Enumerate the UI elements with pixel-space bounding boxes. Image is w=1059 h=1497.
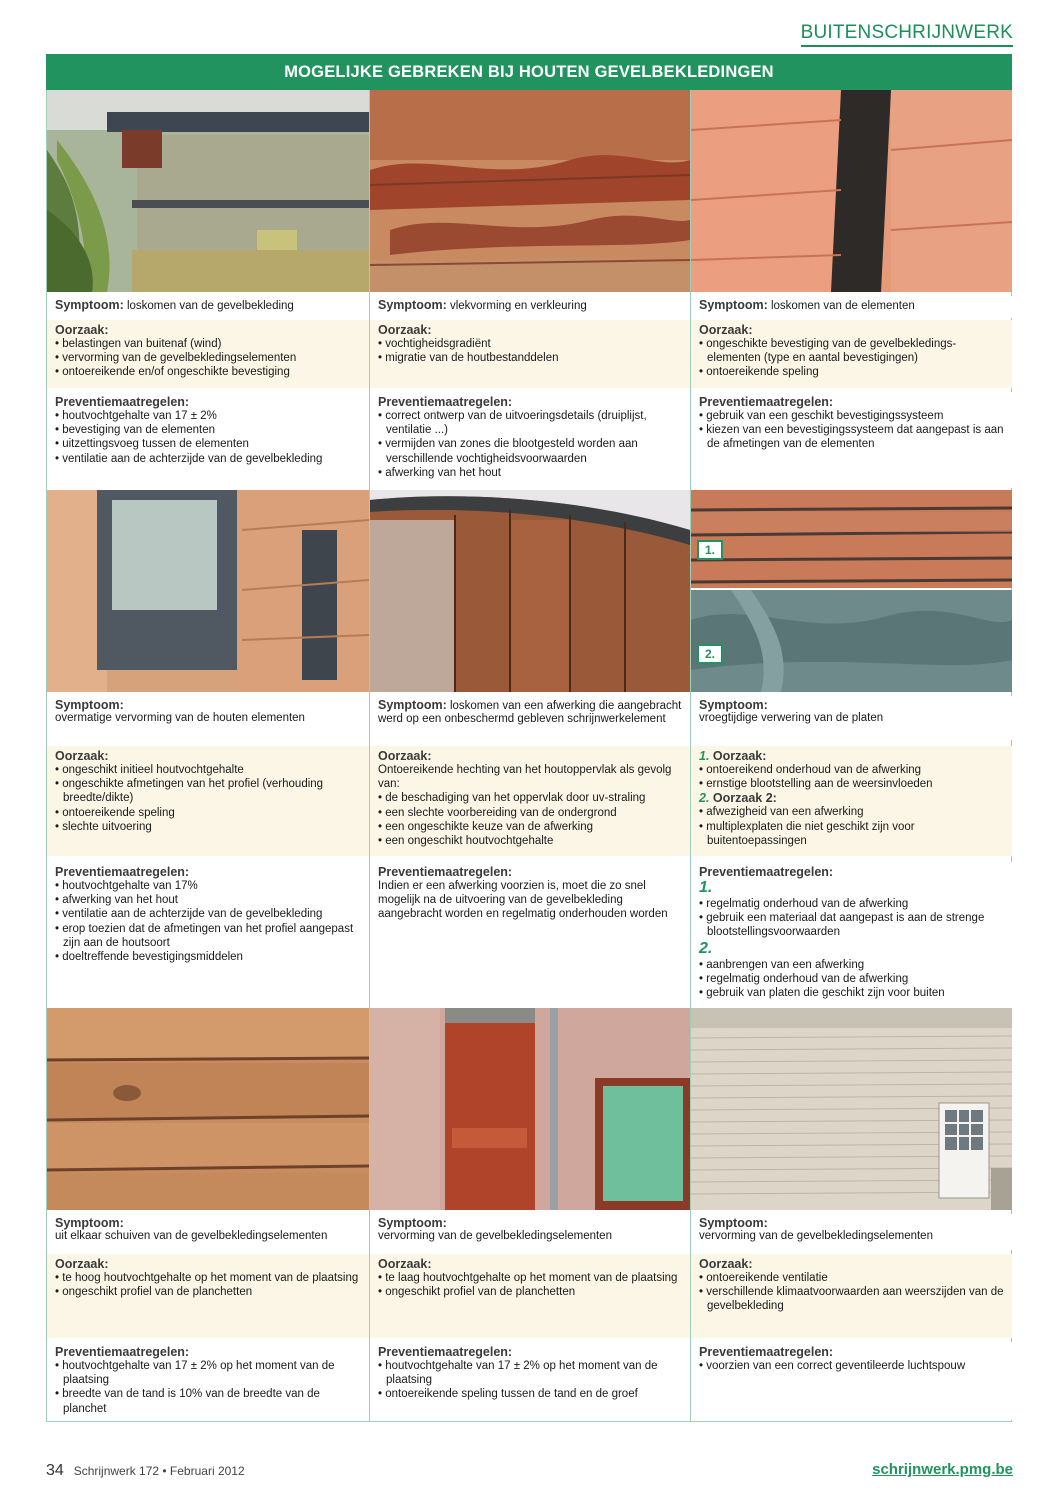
photo-detached-cladding bbox=[47, 90, 369, 292]
page-number: 34 bbox=[46, 1462, 64, 1479]
symptom-text: vroegtijdige verwering van de platen bbox=[699, 712, 884, 724]
publication-info: Schrijnwerk 172 • Februari 2012 bbox=[73, 1464, 245, 1478]
symptom-text: loskomen van de elementen bbox=[770, 300, 915, 312]
defect-cell-6: 1. 2. Symptoom: vroegtijdige verwering van de platen 1. Oorzaak: • ontoereikend onderhoud van de afwerking • ernstige blootstelling aan de weersinvloeden 2. Oorzaak 2: • afwezigheid van een afwerking • multiplexplaten die niet geschikt zijn voor buitentoepassingen Preventiemaatregelen: 1. • regelmatig onderhoud van de afwerking • gebruik een materiaal dat aangepast is aan de strenge blootstellingsvoorwaarden 2. • aanbrengen van een afwerking • regelmatig onderhoud van de afwerking • gebruik van platen die geschikt zijn voor buiten bbox=[691, 490, 1012, 1008]
defect-cell-3: Symptoom: loskomen van de elementen Oorzaak: • ongeschikte bevestiging van de gevelbekledings-elementen (type en aantal bevestigingen) • ontoereikende speling Preventiemaatregelen: • gebruik van een geschikt bevestigingssysteem • kiezen van een bevestigingssysteem dat aangepast is aan de afmetingen van de elementen bbox=[691, 90, 1012, 490]
footer-url[interactable]: schrijnwerk.pmg.be bbox=[872, 1461, 1013, 1478]
photo-weathered-panels-1 bbox=[691, 490, 1012, 588]
defect-cell-5: Symptoom: loskomen van een afwerking die aangebracht werd op een onbeschermd gebleven schrijnwerkelement Oorzaak: Ontoereikende hechting van het houtoppervlak als gevolg van: • de beschadiging van het oppervlak door uv-straling • een slechte voorbereiding van de ondergrond • een ongeschikte keuze van de afwerking • een ongeschikt houtvochtgehalte Preventiemaatregelen: Indien er een afwerking voorzien is, moet die zo snel mogelijk na de uitvoering van de gevelbekleding aangebracht worden en regelmatig onderhouden worden bbox=[370, 490, 690, 1008]
symptom-text: vervorming van de gevelbekledingselementen bbox=[378, 1230, 612, 1242]
defect-cell-2: Symptoom: vlekvorming en verkleuring Oorzaak: • vochtigheidsgradiënt • migratie van de houtbestanddelen Preventiemaatregelen: • correct ontwerp van de uitvoeringsdetails (druiplijst, ventilatie ...) • vermijden van zones die blootgesteld worden aan verschillende vochtigheidsvoorwaarden • afwerking van het hout bbox=[370, 90, 690, 490]
symptom-text: uit elkaar schuiven van de gevelbekledingselementen bbox=[55, 1230, 328, 1242]
photo-stained-wood bbox=[370, 90, 690, 292]
symptom-text: vlekvorming en verkleuring bbox=[449, 300, 587, 312]
defect-cell-4: Symptoom: overmatige vervorming van de houten elementen Oorzaak: • ongeschikt initieel houtvochtgehalte • ongeschikte afmetingen van het profiel (verhouding breedte/dikte) • ontoereikende speling • slechte uitvoering Preventiemaatregelen: • houtvochtgehalte van 17% • afwerking van het hout • ventilatie aan de achterzijde van de gevelbekleding • erop toezien dat de afmetingen van het profiel aangepast zijn aan de houtsoort • doeltreffende bevestigingsmiddelen bbox=[47, 490, 369, 1008]
photo-loose-elements bbox=[691, 90, 1012, 292]
photo-deformed-elements bbox=[47, 490, 369, 692]
defect-cell-1: Symptoom: loskomen van de gevelbekleding Oorzaak: • belastingen van buitenaf (wind) • vervorming van de gevelbekledingselementen • ontoereikende en/of ongeschikte bevestiging Preventiemaatregelen: • houtvochtgehalte van 17 ± 2% • bevestiging van de elementen • uitzettingsvoeg tussen de elementen • ventilatie aan de achterzijde van de gevelbekleding bbox=[47, 90, 369, 490]
defect-cell-7: Symptoom: uit elkaar schuiven van de gevelbekledingselementen Oorzaak: • te hoog houtvochtgehalte op het moment van de plaatsing • ongeschikt profiel van de planchetten Preventiemaatregelen: • houtvochtgehalte van 17 ± 2% op het moment van de plaatsing • breedte van de tand is 10% van de breedte van de planchet bbox=[47, 1008, 369, 1422]
photo-deformed-siding bbox=[691, 1008, 1012, 1210]
symptom-text: loskomen van een afwerking die aangebracht werd op een onbeschermd gebleven schrijnwerkelement bbox=[378, 700, 682, 725]
defect-cell-8: Symptoom: vervorming van de gevelbekledingselementen Oorzaak: • te laag houtvochtgehalte op het moment van de plaatsing • ongeschikt profiel van de planchetten Preventiemaatregelen: • houtvochtgehalte van 17 ± 2% op het moment van de plaatsing • ontoereikende speling tussen de tand en de groef bbox=[370, 1008, 690, 1422]
photo-peeling-finish bbox=[370, 490, 690, 692]
defects-table bbox=[46, 90, 1012, 1422]
symptom-text: overmatige vervorming van de houten elementen bbox=[55, 712, 305, 724]
section-label: BUITENSCHRIJNWERK bbox=[801, 22, 1013, 47]
photo-tag-2: 2. bbox=[697, 644, 723, 664]
symptom-text: loskomen van de gevelbekleding bbox=[126, 300, 294, 312]
symptom-text: vervorming van de gevelbekledingselementen bbox=[699, 1230, 933, 1242]
photo-weathered-panels-2 bbox=[691, 590, 1012, 692]
photo-deformed-facade bbox=[370, 1008, 690, 1210]
photo-tag-1: 1. bbox=[697, 540, 723, 560]
defect-cell-9: Symptoom: vervorming van de gevelbekledingselementen Oorzaak: • ontoereikende ventilatie • verschillende klimaatvoorwaarden aan weerszijden van de gevelbekleding Preventiemaatregelen: • voorzien van een correct geventileerde luchtspouw bbox=[691, 1008, 1012, 1422]
banner-title: MOGELIJKE GEBREKEN BIJ HOUTEN GEVELBEKLEDINGEN bbox=[46, 54, 1012, 90]
photo-shifted-boards bbox=[47, 1008, 369, 1210]
footer-page-info bbox=[46, 1462, 245, 1480]
